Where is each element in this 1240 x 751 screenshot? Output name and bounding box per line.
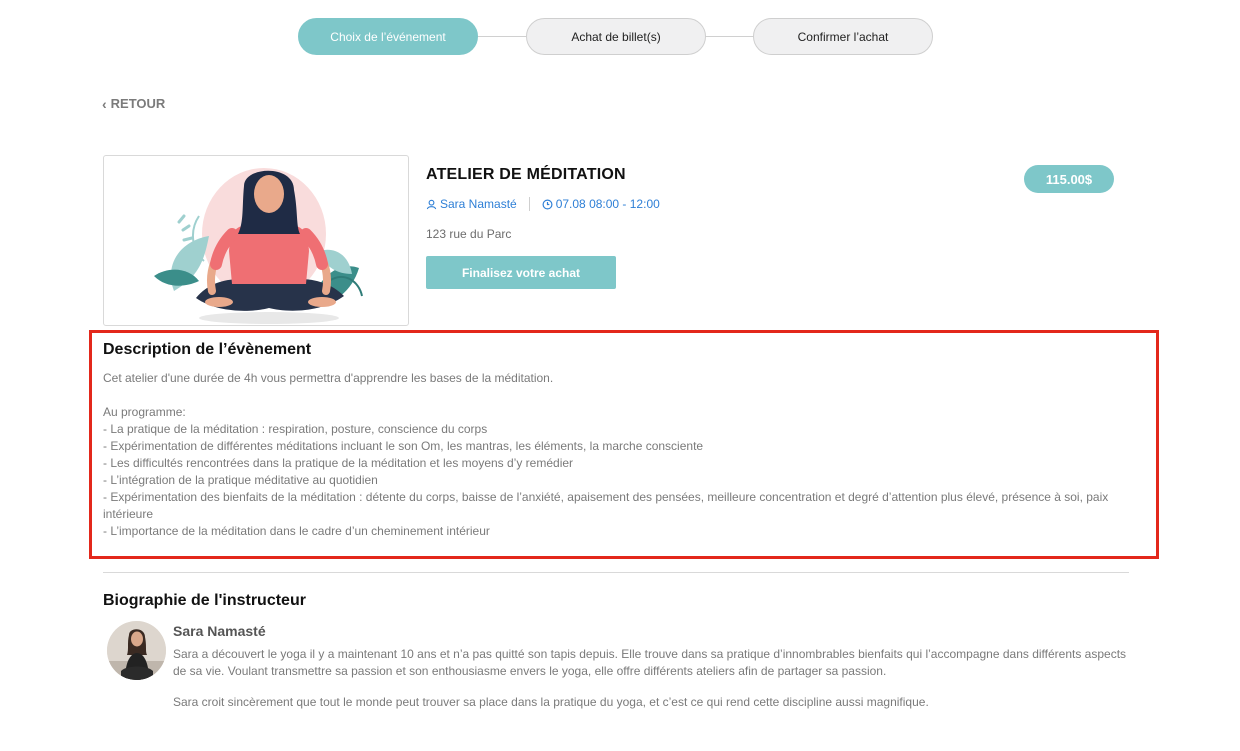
- step-choose-event[interactable]: [298, 18, 478, 55]
- checkout-stepper: [298, 18, 934, 56]
- step-label: Confirmer l’achat: [797, 29, 889, 44]
- stepper-connector: [476, 36, 526, 37]
- step-buy-tickets[interactable]: [526, 18, 706, 55]
- instructor-name: Sara Namasté: [173, 623, 266, 639]
- program-item: - Expérimentation des bienfaits de la méditation : détente du corps, baisse de l’anxiété, apaisement des pensées, meilleure concentration et degré d’attention plus élevé, présence à soi, paix intérieure: [103, 490, 1109, 521]
- bio-paragraph: Sara croit sincèrement que tout le monde peut trouver sa place dans la pratique du yoga, et c’est ce qui rend cette discipline aussi magnifique.: [173, 695, 929, 709]
- event-title: ATELIER DE MÉDITATION: [426, 166, 626, 183]
- event-image: [103, 155, 409, 326]
- program-item: - L’importance de la méditation dans le cadre d’un cheminement intérieur: [103, 524, 490, 538]
- bio-paragraph: Sara a découvert le yoga il y a maintenant 10 ans et n’a pas quitté son tapis depuis. Elle trouve dans sa pratique d’innombrables bienfaits qui l’accompagne dans différents aspects de sa vie. Voulant transmettre sa passion et son enthousiasme envers le yoga, elle offre différents ateliers afin de partager sa passion.: [173, 647, 1127, 678]
- event-datetime: 07.08 08:00 - 12:00: [555, 197, 660, 211]
- bio-body: [173, 646, 1133, 711]
- clock-icon: [542, 199, 553, 210]
- bio-title: Biographie de l'instructeur: [103, 592, 306, 609]
- instructor-link[interactable]: Sara Namasté: [440, 197, 517, 211]
- finalize-purchase-button[interactable]: Finalisez votre achat: [426, 256, 616, 289]
- user-icon: [426, 199, 437, 210]
- program-item: - Expérimentation de différentes méditations incluant le son Om, les mantras, les éléments, la marche consciente: [103, 439, 704, 453]
- step-label: Achat de billet(s): [571, 29, 661, 44]
- back-link[interactable]: [102, 96, 165, 111]
- event-meta: [426, 197, 660, 211]
- price-badge: 115.00$: [1024, 165, 1114, 193]
- description-title: Description de l’évènement: [103, 341, 312, 358]
- description-body: [103, 370, 1133, 540]
- back-label: RETOUR: [110, 96, 166, 111]
- program-item: - L’intégration de la pratique méditative au quotidien: [103, 473, 378, 487]
- description-intro: Cet atelier d'une durée de 4h vous permettra d'apprendre les bases de la méditation.: [103, 371, 554, 385]
- stepper-connector: [704, 36, 754, 37]
- meta-divider: [529, 197, 530, 211]
- section-divider: [103, 572, 1129, 573]
- step-label: Choix de l’événement: [330, 29, 446, 44]
- program-item: - Les difficultés rencontrées dans la pratique de la méditation et les moyens d’y remédier: [103, 456, 574, 470]
- step-confirm-purchase[interactable]: [753, 18, 933, 55]
- program-item: - La pratique de la méditation : respiration, posture, conscience du corps: [103, 422, 488, 436]
- meditation-illustration: [104, 156, 409, 326]
- chevron-left-icon: ‹: [102, 95, 107, 112]
- program-label: Au programme:: [103, 405, 186, 419]
- event-address: 123 rue du Parc: [426, 227, 512, 241]
- avatar: [107, 621, 166, 680]
